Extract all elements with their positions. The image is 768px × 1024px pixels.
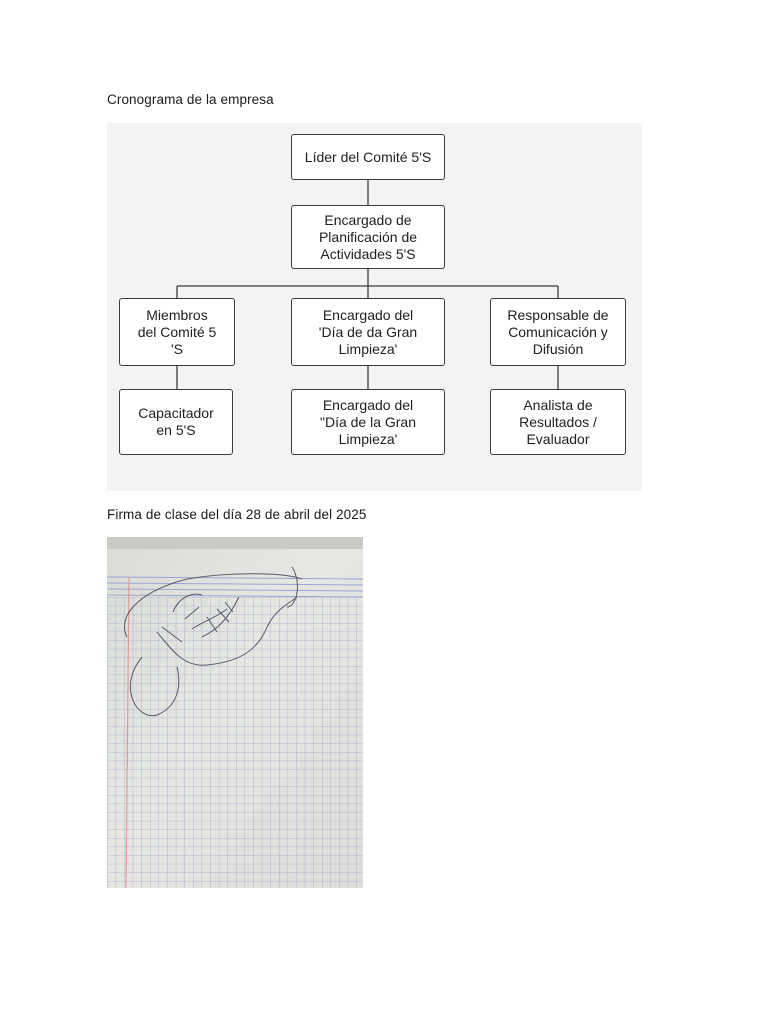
node-planning: Encargado de Planificación de Actividades 5'S xyxy=(291,205,445,269)
signature-caption: Firma de clase del día 28 de abril del 2025 xyxy=(107,507,367,522)
node-cleanup-day-2: Encargado del "Día de la Gran Limpieza' xyxy=(291,389,445,455)
node-analyst: Analista de Resultados / Evaluador xyxy=(490,389,626,455)
node-leader: Líder del Comité 5'S xyxy=(291,134,445,180)
node-members: Miembros del Comité 5 'S xyxy=(119,298,235,366)
signature-photo xyxy=(107,537,363,888)
grid-paper-with-signature xyxy=(107,537,363,888)
node-communication: Responsable de Comunicación y Difusión xyxy=(490,298,626,366)
node-trainer: Capacitador en 5'S xyxy=(119,389,233,455)
node-cleanup-day: Encargado del 'Día de da Gran Limpieza' xyxy=(291,298,445,366)
chart-caption: Cronograma de la empresa xyxy=(107,92,274,107)
org-chart xyxy=(107,123,642,491)
